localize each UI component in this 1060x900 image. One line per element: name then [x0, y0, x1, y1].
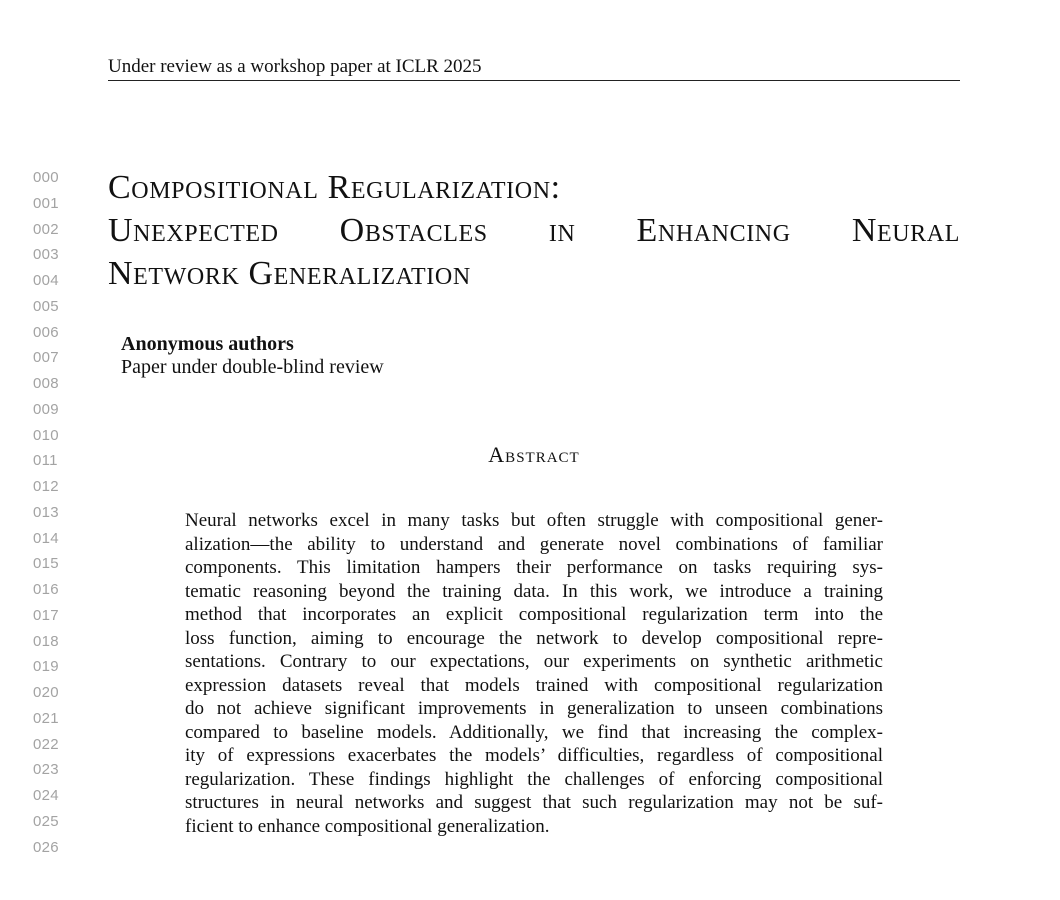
line-number: 003: [33, 246, 59, 264]
line-number: 004: [33, 272, 59, 289]
running-header: [108, 54, 960, 81]
line-number: 014: [33, 529, 59, 547]
abstract-line: do not achieve significant improvements in generalization to unseen combinations: [185, 698, 883, 719]
line-number: 007: [33, 349, 59, 367]
line-number: 008: [33, 375, 59, 392]
line-number: 009: [33, 400, 59, 418]
line-number: 005: [33, 297, 59, 315]
abstract-heading: Abstract: [488, 442, 580, 467]
line-number: 001: [33, 194, 59, 212]
title-word: Unexpected: [108, 212, 279, 249]
abstract-line: method that incorporates an explicit compositional regularization term into the: [185, 604, 883, 625]
line-number: 017: [33, 606, 59, 624]
title-line-3: [108, 252, 960, 295]
line-number: 011: [33, 452, 58, 470]
line-number: 020: [33, 684, 59, 701]
line-number: 002: [33, 220, 59, 238]
line-number: 016: [33, 581, 59, 598]
abstract-line: ity of expressions exacerbates the models’ difficulties, regardless of compositional: [185, 745, 883, 766]
title-line-1: [108, 166, 960, 209]
abstract-line: ficient to enhance compositional generalization.: [185, 815, 550, 837]
title-word: Obstacles: [339, 212, 488, 249]
abstract-line: expression datasets reveal that models trained with compositional regularization: [185, 674, 883, 696]
line-number: 025: [33, 812, 59, 830]
title-word: in: [548, 212, 576, 249]
abstract-line: loss function, aiming to encourage the network to develop compositional repre-: [185, 627, 883, 649]
author-block: [121, 333, 384, 379]
line-number: 013: [33, 503, 59, 521]
title-word: Enhancing: [636, 212, 791, 249]
abstract-line: alization—the ability to understand and generate novel combinations of familiar: [185, 533, 883, 555]
abstract-line: sentations. Contrary to our expectations, our experiments on synthetic arithmetic: [185, 651, 883, 672]
title-word: Neural: [851, 212, 960, 249]
line-number: 006: [33, 323, 59, 341]
line-number: 022: [33, 735, 59, 753]
title-word: Compositional Regularization:: [108, 169, 561, 206]
abstract-line: structures in neural networks and suggest that such regularization may not be suf-: [185, 792, 883, 813]
title-line-2: [108, 209, 960, 252]
abstract-line: Neural networks excel in many tasks but often struggle with compositional gener-: [185, 510, 883, 531]
abstract-body: [185, 509, 883, 838]
paper-title: [108, 166, 960, 295]
abstract-line: tematic reasoning beyond the training data. In this work, we introduce a training: [185, 580, 883, 602]
line-number: 024: [33, 787, 59, 804]
line-number: 000: [33, 169, 59, 186]
line-number: 019: [33, 658, 59, 676]
line-number: 021: [33, 709, 59, 727]
line-number: 026: [33, 838, 59, 856]
author-name: Anonymous authors: [121, 333, 294, 355]
abstract-line: components. This limitation hampers their performance on tasks requiring sys-: [185, 557, 883, 578]
review-note: Paper under double-blind review: [121, 356, 384, 378]
line-number: 015: [33, 555, 59, 573]
line-number: 023: [33, 761, 59, 779]
line-number: 012: [33, 478, 59, 495]
title-word: Network Generalization: [108, 255, 471, 292]
line-number: 018: [33, 632, 59, 650]
line-number: 010: [33, 426, 59, 444]
running-head-text: Under review as a workshop paper at ICLR 2025: [108, 56, 482, 77]
abstract-line: compared to baseline models. Additionally, we find that increasing the complex-: [185, 721, 883, 743]
abstract-line: regularization. These findings highlight the challenges of enforcing compositional: [185, 768, 883, 790]
